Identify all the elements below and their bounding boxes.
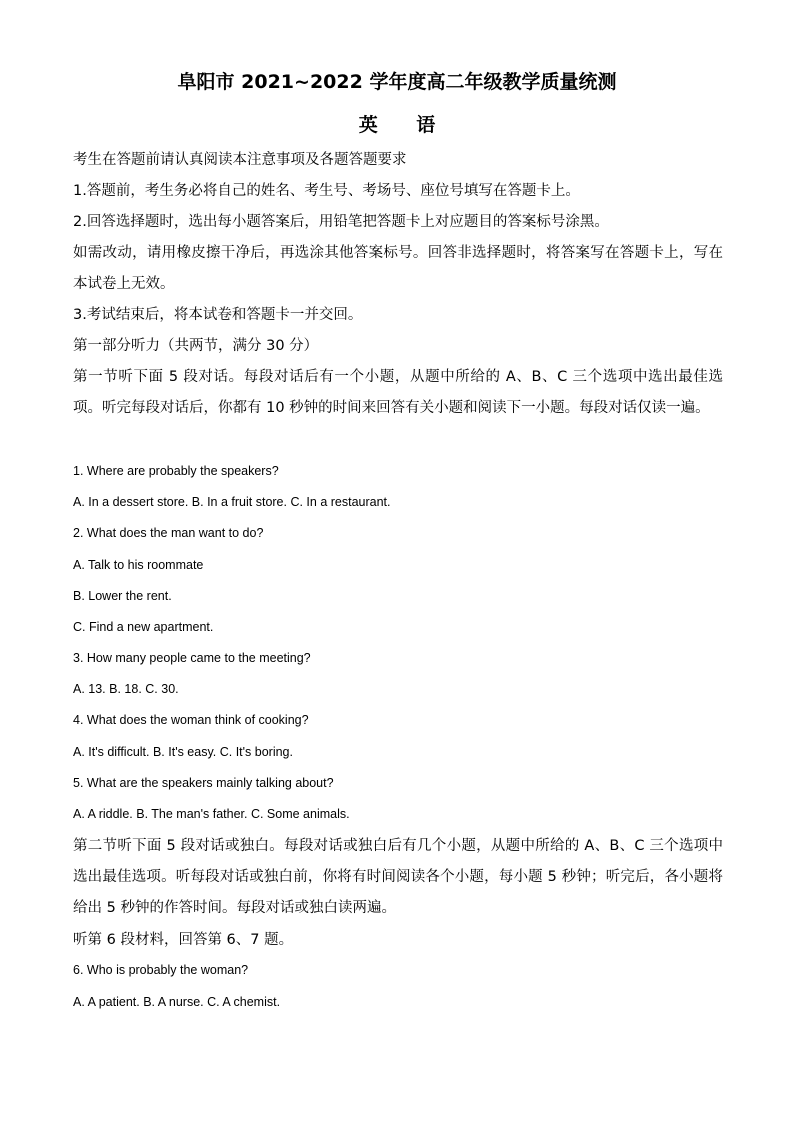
question-1: 1. Where are probably the speakers? <box>73 464 279 478</box>
page-title: 阜阳市 2021~2022 学年度高二年级教学质量统测 <box>177 71 617 93</box>
question-4-options: A. It's difficult. B. It's easy. C. It's boring. <box>73 745 293 759</box>
section1-intro: 第一节听下面 5 段对话。每段对话后有一个小题，从题中所给的 A、B、C 三个选项中选出最佳选项。听完每段对话后，你都有 10 秒钟的时间来回答有关小题和阅读下一小题。每段对话仅读一遍。 <box>73 369 723 416</box>
question-2: 2. What does the man want to do? <box>73 526 264 540</box>
part1-heading: 第一部分听力（共两节，满分 30 分） <box>73 338 319 354</box>
question-5: 5. What are the speakers mainly talking about? <box>73 776 334 790</box>
subject-title: 英 语 <box>358 114 452 136</box>
question-1-options: A. In a dessert store. B. In a fruit store. C. In a restaurant. <box>73 495 391 509</box>
question-6: 6. Who is probably the woman? <box>73 963 249 977</box>
question-2-option-b: B. Lower the rent. <box>73 589 172 603</box>
question-2-option-a: A. Talk to his roommate <box>73 558 204 572</box>
material-6-heading: 听第 6 段材料，回答第 6、7 题。 <box>73 932 294 948</box>
question-4: 4. What does the woman think of cooking? <box>73 713 309 727</box>
question-3: 3. How many people came to the meeting? <box>73 651 311 665</box>
question-5-options: A. A riddle. B. The man's father. C. Some animals. <box>73 807 350 821</box>
instruction-item-2-continued: 如需改动，请用橡皮擦干净后，再选涂其他答案标号。回答非选择题时，将答案写在答题卡上，写在本试卷上无效。 <box>73 245 723 292</box>
question-3-options: A. 13. B. 18. C. 30. <box>73 682 179 696</box>
instruction-item-3: 3.考试结束后，将本试卷和答题卡一并交回。 <box>73 307 363 323</box>
instruction-item-2: 2.回答选择题时，选出每小题答案后，用铅笔把答题卡上对应题目的答案标号涂黑。 <box>73 214 609 230</box>
section2-intro: 第二节听下面 5 段对话或独白。每段对话或独白后有几个小题，从题中所给的 A、B、C 三个选项中选出最佳选项。听每段对话或独白前，你将有时间阅读各个小题，每小题 5 秒钟；听完后，各小题将给出 5 秒钟的作答时间。每段对话或独白读两遍。 <box>73 838 723 916</box>
question-6-options: A. A patient. B. A nurse. C. A chemist. <box>73 995 281 1009</box>
question-2-option-c: C. Find a new apartment. <box>73 620 214 634</box>
instructions-heading: 考生在答题前请认真阅读本注意事项及各题答题要求 <box>73 152 407 168</box>
instruction-item-1: 1.答题前，考生务必将自己的姓名、考生号、考场号、座位号填写在答题卡上。 <box>73 183 580 199</box>
